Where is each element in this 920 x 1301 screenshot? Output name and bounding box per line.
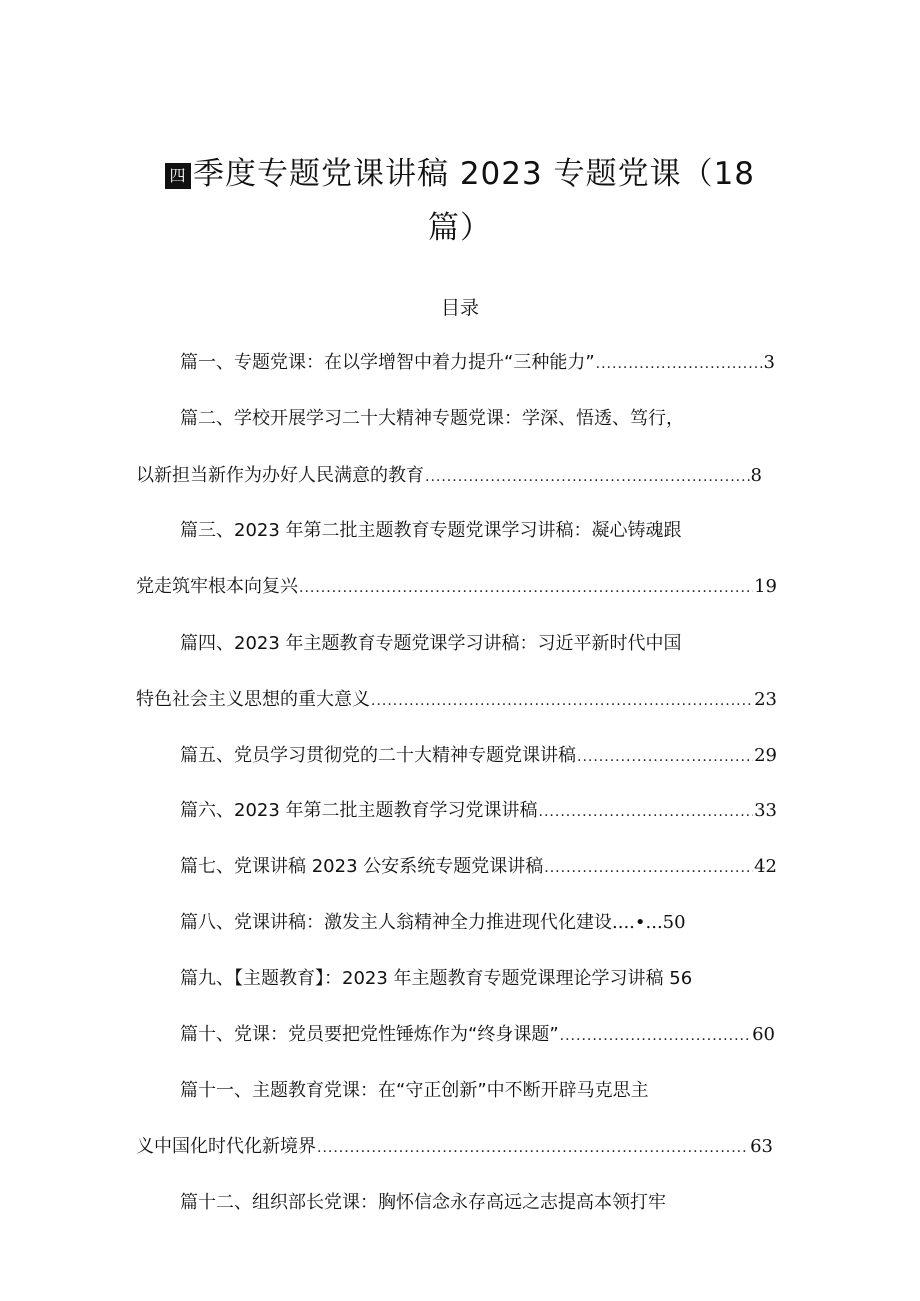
toc-entry-10[interactable]: [180, 1020, 775, 1050]
toc-entry-title: 篇三、2023 年第二批主题教育专题党课学习讲稿：凝心铸魂跟: [180, 520, 682, 541]
toc-entry-title: 篇十二、组织部长党课：胸怀信念永存高远之志提高本领打牢: [180, 1192, 666, 1213]
toc-entry-title: 篇十一、主题教育党课：在“守正创新”中不断开辟马克思主: [180, 1080, 649, 1101]
toc-leader-dots: [371, 686, 753, 716]
toc-leader-dots: [596, 349, 763, 379]
toc-leader-dots: [577, 742, 753, 772]
toc-leader-dots: [317, 1133, 749, 1163]
toc-entry-12[interactable]: [180, 1188, 750, 1218]
toc-page-number: 42: [754, 856, 777, 877]
toc-entry-title: 篇一、专题党课：在以学增智中着力提升“三种能力”: [180, 352, 595, 373]
toc-entry-2[interactable]: [180, 404, 750, 434]
toc-entry-title-cont: 党走筑牢根本向复兴: [136, 576, 298, 597]
toc-leader-dots: [544, 853, 753, 883]
document-title-line-2: [0, 202, 920, 247]
toc-page-number: 63: [750, 1136, 773, 1157]
toc-entry-2-cont[interactable]: [136, 461, 762, 491]
toc-entry-3[interactable]: [180, 516, 750, 546]
toc-leader-dots: [539, 797, 754, 827]
toc-page-number: 33: [754, 800, 777, 821]
toc-heading: 目录: [440, 297, 479, 319]
title-glyph: 四: [165, 163, 191, 189]
toc-page-number: 3: [763, 352, 775, 373]
toc-entry-6[interactable]: [180, 796, 777, 826]
toc-entry-11[interactable]: [180, 1076, 750, 1106]
toc-entry-title-cont: 义中国化时代化新境界: [136, 1136, 316, 1157]
title-text-2: 篇）: [428, 210, 492, 246]
toc-entry-1[interactable]: [180, 348, 775, 378]
toc-page-number: 19: [754, 576, 777, 597]
toc-entry-title: 篇五、党员学习贯彻党的二十大精神专题党课讲稿: [180, 745, 576, 766]
toc-entry-7[interactable]: [180, 852, 777, 882]
toc-entry-title: 篇九、【主题教育】：2023 年主题教育专题党课理论学习讲稿 56: [180, 968, 693, 989]
toc-entry-title: 篇十、党课：党员要把党性锤炼作为“终身课题”: [180, 1024, 559, 1045]
toc-entry-title: 篇六、2023 年第二批主题教育学习党课讲稿: [180, 800, 538, 821]
toc-entry-4-cont[interactable]: [136, 685, 777, 715]
toc-entry-title: 篇七、党课讲稿 2023 公安系统专题党课讲稿: [180, 856, 544, 877]
toc-entry-4[interactable]: [180, 629, 750, 659]
toc-page-number: 60: [752, 1024, 775, 1045]
toc-page-number: 8: [750, 465, 762, 486]
toc-page-number: 23: [754, 689, 777, 710]
toc-page-tail: ....•...50: [612, 912, 686, 933]
document-title-line-1: [0, 148, 920, 193]
toc-entry-title-cont: 以新担当新作为办好人民满意的教育: [136, 465, 424, 486]
toc-page-number: 29: [754, 745, 777, 766]
toc-entry-title: 篇八、党课讲稿：激发主人翁精神全力推进现代化建设: [180, 912, 612, 933]
toc-leader-dots: [425, 462, 750, 492]
toc-leader-dots: [560, 1021, 751, 1051]
toc-entry-11-cont[interactable]: [136, 1132, 773, 1162]
toc-entry-9[interactable]: [180, 964, 800, 994]
toc-entry-8[interactable]: [180, 908, 780, 938]
toc-entry-3-cont[interactable]: [136, 572, 777, 602]
title-text-1: 季度专题党课讲稿 2023 专题党课（18: [192, 156, 756, 192]
toc-entry-title: 篇二、学校开展学习二十大精神专题党课：学深、悟透、笃行，: [180, 408, 684, 429]
toc-entry-title: 篇四、2023 年主题教育专题党课学习讲稿：习近平新时代中国: [180, 633, 682, 654]
toc-entry-5[interactable]: [180, 741, 777, 771]
toc-leader-dots: [299, 573, 753, 603]
toc-entry-title-cont: 特色社会主义思想的重大意义: [136, 689, 370, 710]
